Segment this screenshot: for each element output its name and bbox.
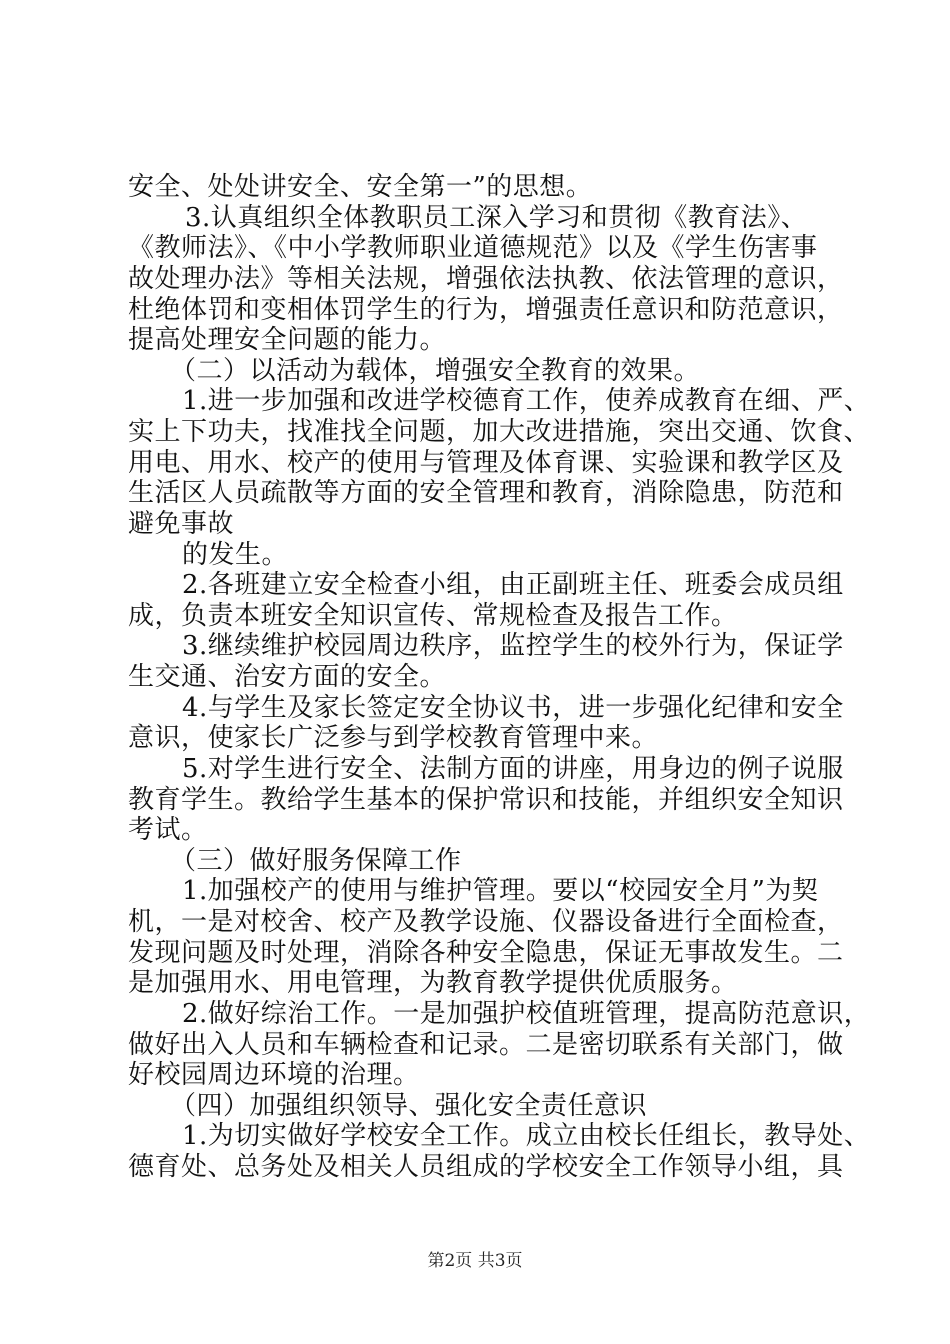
- text-line: 做好出入人员和车辆检查和记录。二是密切联系有关部门，做: [128, 1030, 844, 1060]
- text-line: 1.为切实做好学校安全工作。成立由校长任组长，教导处、: [182, 1121, 871, 1151]
- text-line: 提高处理安全问题的能力。: [128, 325, 447, 355]
- text-line: 成，负责本班安全知识宣传、常规检查及报告工作。: [128, 601, 738, 631]
- text-line: 发现问题及时处理，消除各种安全隐患，保证无事故发生。二: [128, 938, 844, 968]
- text-line: 德育处、总务处及相关人员组成的学校安全工作领导小组，具: [128, 1152, 844, 1182]
- text-line: 2.各班建立安全检查小组，由正副班主任、班委会成员组: [182, 570, 844, 600]
- text-line: 故处理办法》等相关法规，增强依法执教、依法管理的意识，: [128, 264, 844, 294]
- section-heading: （三）做好服务保障工作: [170, 846, 462, 876]
- text-line: 生交通、治安方面的安全。: [128, 662, 447, 692]
- text-line: 考试。: [128, 815, 208, 845]
- section-heading: （二）以活动为载体，增强安全教育的效果。: [170, 356, 701, 386]
- text-line: 5.对学生进行安全、法制方面的讲座，用身边的例子说服: [182, 754, 844, 784]
- page-footer: 第2页 共3页: [427, 1251, 523, 1271]
- text-line: 杜绝体罚和变相体罚学生的行为，增强责任意识和防范意识，: [128, 295, 844, 325]
- section-heading: （四）加强组织领导、强化安全责任意识: [170, 1091, 648, 1121]
- text-line: 的发生。: [182, 540, 289, 570]
- text-line: 1.进一步加强和改进学校德育工作，使养成教育在细、严、: [182, 386, 871, 416]
- text-line: 用电、用水、校产的使用与管理及体育课、实验课和教学区及: [128, 448, 844, 478]
- text-line: 《教师法》、《中小学教师职业道德规范》以及《学生伤害事: [128, 233, 818, 263]
- text-line: 教育学生。教给学生基本的保护常识和技能，并组织安全知识: [128, 785, 844, 815]
- text-line: 实上下功夫，找准找全问题，加大改进措施，突出交通、饮食、: [128, 417, 871, 447]
- text-line: 1.加强校产的使用与维护管理。要以“校园安全月”为契: [182, 876, 819, 906]
- text-line: 是加强用水、用电管理，为教育教学提供优质服务。: [128, 968, 738, 998]
- text-line: 4.与学生及家长签定安全协议书，进一步强化纪律和安全: [182, 693, 844, 723]
- text-line: 生活区人员疏散等方面的安全管理和教育，消除隐患，防范和: [128, 478, 844, 508]
- text-line: 3.认真组织全体教职员工深入学习和贯彻《教育法》、: [185, 203, 808, 233]
- text-line: 2.做好综治工作。一是加强护校值班管理，提高防范意识，: [182, 999, 871, 1029]
- text-line: 避免事故: [128, 509, 235, 539]
- text-line: 机，一是对校舍、校产及教学设施、仪器设备进行全面检查，: [128, 907, 844, 937]
- text-line: 意识，使家长广泛参与到学校教育管理中来。: [128, 723, 659, 753]
- text-line: 3.继续维护校园周边秩序，监控学生的校外行为，保证学: [182, 631, 844, 661]
- text-line: 安全、处处讲安全、安全第一”的思想。: [128, 172, 593, 202]
- text-line: 好校园周边环境的治理。: [128, 1060, 420, 1090]
